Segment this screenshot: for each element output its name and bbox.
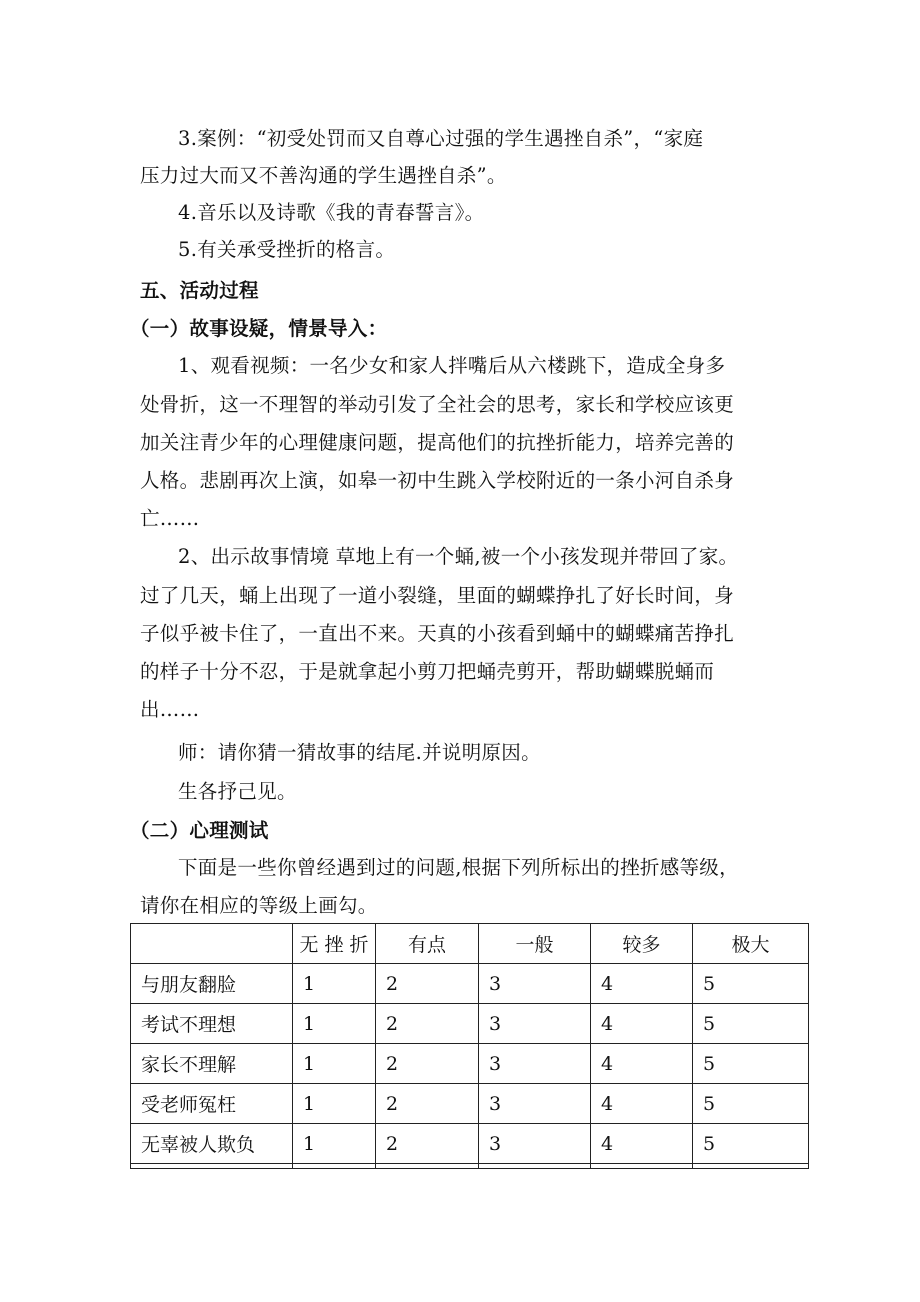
grade-cell[interactable]: 1 (293, 1004, 376, 1044)
header-cell: 一般 (479, 924, 591, 964)
grade-cell[interactable]: 4 (591, 1044, 693, 1084)
paragraph-1-line: 人格。悲剧再次上演，如皋一初中生跳入学校附近的一条小河自杀身 (140, 469, 735, 492)
grade-cell[interactable]: 4 (591, 1004, 693, 1044)
material-item-5: 5.有关承受挫折的格言。 (178, 238, 396, 261)
grade-cell[interactable]: 4 (591, 1124, 693, 1164)
part-two-heading: （二）心理测试 (130, 819, 269, 842)
grade-cell[interactable]: 5 (693, 964, 809, 1004)
table-header-row (131, 924, 809, 964)
grade-cell[interactable]: 1 (293, 1084, 376, 1124)
grade-cell[interactable]: 3 (479, 1004, 591, 1044)
paragraph-2-line: 出…… (140, 698, 200, 721)
grade-cell[interactable]: 4 (591, 964, 693, 1004)
material-item-4: 4.音乐以及诗歌《我的青春誓言》。 (178, 201, 485, 224)
paragraph-2-line: 过了几天，蛹上出现了一道小裂缝，里面的蝴蝶挣扎了好长时间，身 (140, 584, 735, 607)
paragraph-1-line: 处骨折，这一不理智的举动引发了全社会的思考，家长和学校应该更 (140, 393, 735, 416)
situation-cell: 考试不理想 (131, 1004, 293, 1044)
paragraph-2-line: 的样子十分不忍，于是就拿起小剪刀把蛹壳剪开，帮助蝴蝶脱蛹而 (140, 660, 715, 683)
test-intro-line-2: 请你在相应的等级上画勾。 (140, 894, 378, 917)
table-trailing-row (131, 1164, 809, 1169)
header-cell: 较多 (591, 924, 693, 964)
grade-cell[interactable]: 1 (293, 964, 376, 1004)
table-row (131, 1084, 809, 1124)
header-cell: 有点 (376, 924, 479, 964)
grade-cell[interactable]: 5 (693, 1044, 809, 1084)
grade-cell[interactable]: 5 (693, 1124, 809, 1164)
paragraph-1-line: 加关注青少年的心理健康问题，提高他们的抗挫折能力，培养完善的 (140, 431, 735, 454)
grade-cell[interactable]: 4 (591, 1084, 693, 1124)
grade-cell[interactable]: 5 (693, 1084, 809, 1124)
grade-cell[interactable]: 2 (376, 1044, 479, 1084)
grade-cell[interactable]: 2 (376, 1124, 479, 1164)
table-row (131, 1044, 809, 1084)
empty-cell (591, 1164, 693, 1169)
situation-cell: 无辜被人欺负 (131, 1124, 293, 1164)
header-cell: 无 挫 折 (293, 924, 376, 964)
grade-cell[interactable]: 3 (479, 1124, 591, 1164)
grade-cell[interactable]: 2 (376, 1084, 479, 1124)
paragraph-2-line: 子似乎被卡住了，一直出不来。天真的小孩看到蛹中的蝴蝶痛苦挣扎 (140, 622, 735, 645)
empty-cell (693, 1164, 809, 1169)
section-five-heading: 五、活动过程 (140, 279, 259, 302)
situation-cell: 受老师冤枉 (131, 1084, 293, 1124)
empty-cell (376, 1164, 479, 1169)
grade-cell[interactable]: 3 (479, 1044, 591, 1084)
material-item-3-line-2: 压力过大而又不善沟通的学生遇挫自杀”。 (140, 164, 507, 187)
material-item-3-line-1: 3.案例：“初受处罚而又自尊心过强的学生遇挫自杀”，“家庭 (178, 127, 704, 150)
grade-cell[interactable]: 1 (293, 1124, 376, 1164)
empty-cell (293, 1164, 376, 1169)
grade-cell[interactable]: 2 (376, 1004, 479, 1044)
paragraph-1-line: 亡…… (140, 507, 200, 530)
header-cell: 极大 (693, 924, 809, 964)
grade-cell[interactable]: 3 (479, 964, 591, 1004)
grade-cell[interactable]: 2 (376, 964, 479, 1004)
table-row (131, 1124, 809, 1164)
teacher-prompt: 师：请你猜一猜故事的结尾.并说明原因。 (178, 741, 541, 764)
paragraph-2-line: 2、出示故事情境 草地上有一个蛹,被一个小孩发现并带回了家。 (178, 545, 739, 568)
table-row (131, 1004, 809, 1044)
students-response: 生各抒己见。 (178, 780, 297, 803)
frustration-grade-table (130, 923, 809, 1169)
grade-cell[interactable]: 3 (479, 1084, 591, 1124)
grade-cell[interactable]: 1 (293, 1044, 376, 1084)
situation-cell: 与朋友翻脸 (131, 964, 293, 1004)
header-cell (131, 924, 293, 964)
part-one-heading: （一）故事设疑，情景导入： (130, 317, 388, 340)
empty-cell (131, 1164, 293, 1169)
test-intro-line-1: 下面是一些你曾经遇到过的问题,根据下列所标出的挫折感等级， (178, 856, 739, 879)
paragraph-1-line: 1、观看视频：一名少女和家人拌嘴后从六楼跳下，造成全身多 (178, 354, 726, 377)
table-row (131, 964, 809, 1004)
empty-cell (479, 1164, 591, 1169)
grade-cell[interactable]: 5 (693, 1004, 809, 1044)
situation-cell: 家长不理解 (131, 1044, 293, 1084)
